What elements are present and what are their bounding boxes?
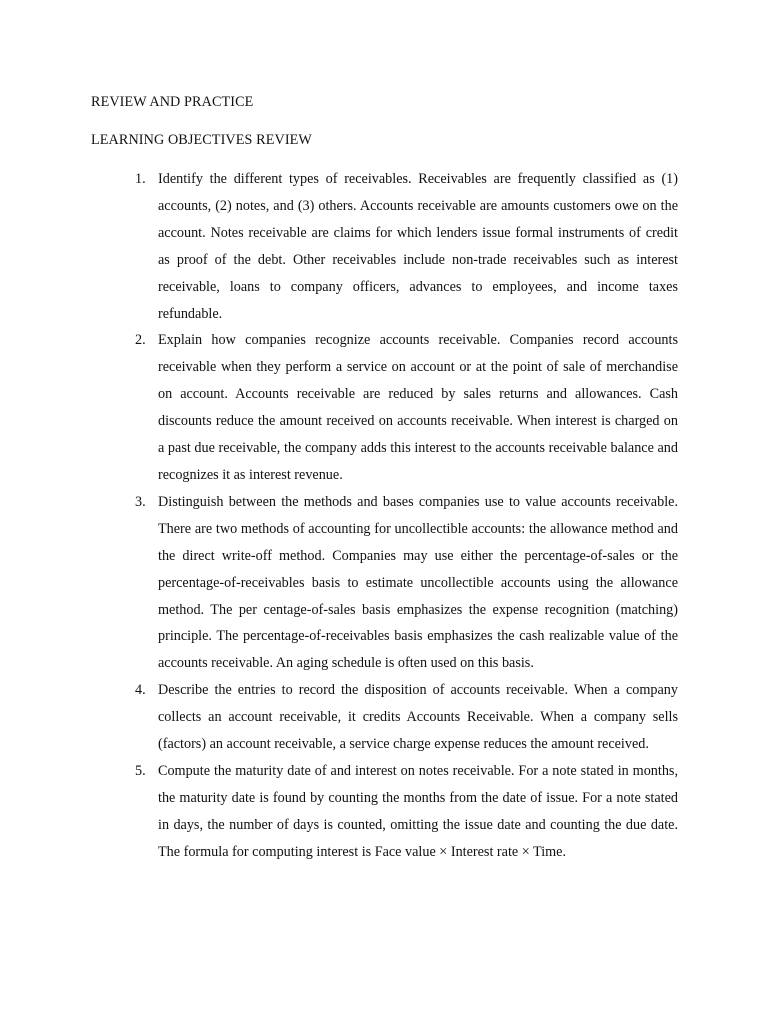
list-item <box>135 327 678 488</box>
list-item-text: Identify the different types of receivables. Receivables are frequently classified as (1) accounts, (2) notes, and (3) others. Accounts receivable are amounts customers owe on the account. Notes receivable are claims for which lenders issue formal instruments of credit as proof of the debt. Other receivables include non-trade receivables such as interest receivable, loans to company officers, advances to employees, and income taxes refundable. <box>158 171 678 322</box>
objectives-list <box>135 166 678 866</box>
list-item-text: Explain how companies recognize accounts receivable. Companies record accounts receivable when they perform a service on account or at the point of sale of merchandise on account. Accounts receivable are reduced by sales returns and allowances. Cash discounts reduce the amount received on accounts receivable. When interest is charged on a past due receivable, the company adds this interest to the accounts receivable balance and recognizes it as interest revenue. <box>158 332 678 483</box>
list-item-number: 2. <box>135 332 146 349</box>
list-item-text: Describe the entries to record the disposition of accounts receivable. When a company collects an account receivable, it credits Accounts Receivable. When a company sells (factors) an account receivable, a service charge expense reduces the amount received. <box>158 682 678 753</box>
list-item-number: 5. <box>135 762 146 779</box>
list-item-text: Distinguish between the methods and bases companies use to value accounts receivable. There are two methods of accounting for uncollectible accounts: the allowance method and the direct write-off method. Companies may use either the percentage-of-sales or the percentage-of-receivables basis to estimate uncollectible accounts using the allowance method. The per centage-of-sales basis emphasizes the expense recognition (matching) principle. The percentage-of-receivables basis emphasizes the cash realizable value of the accounts receivable. An aging schedule is often used on this basis. <box>158 493 678 672</box>
section-heading: LEARNING OBJECTIVES REVIEW <box>91 132 312 148</box>
list-item-number: 1. <box>135 171 146 187</box>
list-item <box>135 489 678 677</box>
page-title: REVIEW AND PRACTICE <box>91 94 254 110</box>
list-item <box>135 166 678 327</box>
list-item-text: Compute the maturity date of and interest on notes receivable. For a note stated in months, the maturity date is found by counting the months from the date of issue. For a note stated in days, the number of days is counted, omitting the issue date and counting the due date. The formula for computing interest is Face value × Interest rate × Time. <box>158 762 678 860</box>
list-item <box>135 677 678 758</box>
list-item-number: 3. <box>135 493 146 510</box>
list-item-number: 4. <box>135 682 146 699</box>
list-item <box>135 758 678 866</box>
